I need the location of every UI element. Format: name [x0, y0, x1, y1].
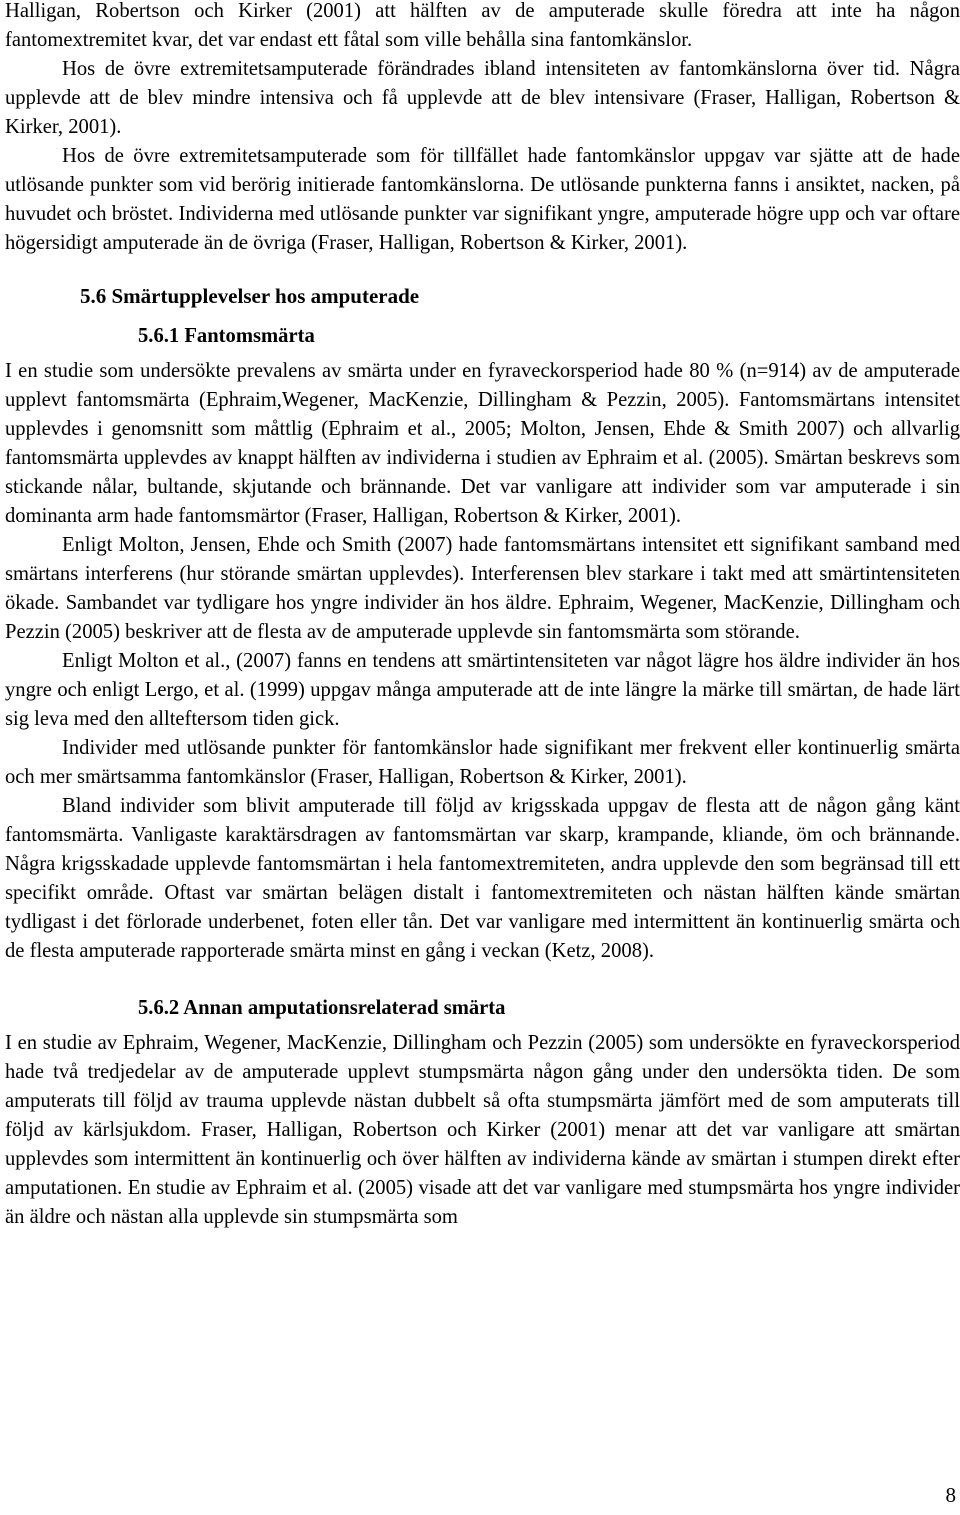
paragraph: Enligt Molton, Jensen, Ehde och Smith (2007) hade fantomsmärtans intensitet ett signifikant samband med smärtans interferens (hur störande smärtan upplevdes). Interferensen blev starkare i takt med att smärtintensiteten ökade. Sambandet var tydligare hos yngre individer än hos äldre. Ephraim, Wegener, MacKenzie, Dillingham och Pezzin (2005) beskriver att de flesta av de amputerade upplevde sin fantomsmärta som störande. [5, 534, 960, 643]
body-text [5, 0, 960, 1232]
paragraph: I en studie av Ephraim, Wegener, MacKenzie, Dillingham och Pezzin (2005) som undersökte en fyraveckorsperiod hade två tredjedelar av de amputerade upplevt stumpsmärta någon gång under den undersökta tiden. De som amputerats till följd av trauma upplevde nästan dubbelt så ofta stumpsmärta jämfört med de som amputerats till följd av kärlsjukdom. Fraser, Halligan, Robertson och Kirker (2001) menar att det var vanligare att smärtan upplevdes som intermittent än kontinuerlig och över hälften av individerna kände av smärtan i stumpen direkt efter amputationen. En studie av Ephraim et al. (2005) visade att det var vanligare med stumpsmärta hos yngre individer än äldre och nästan alla upplevde sin stumpsmärta som [5, 1032, 960, 1228]
paragraph: Halligan, Robertson och Kirker (2001) att hälften av de amputerade skulle föredra att inte ha någon fantomextremitet kvar, det var endast ett fåtal som ville behålla sina fantomkänslor. [5, 0, 960, 51]
subsection-heading: 5.6.1 Fantomsmärta [138, 325, 315, 347]
paragraph: Individer med utlösande punkter för fantomkänslor hade signifikant mer frekvent eller kontinuerlig smärta och mer smärtsamma fantomkänslor (Fraser, Halligan, Robertson & Kirker, 2001). [5, 737, 960, 788]
paragraph: I en studie som undersökte prevalens av smärta under en fyraveckorsperiod hade 80 % (n=914) av de amputerade upplevt fantomsmärta (Ephraim,Wegener, MacKenzie, Dillingham & Pezzin, 2005). Fantomsmärtans intensitet upplevdes i genomsnitt som måttlig (Ephraim et al., 2005; Molton, Jensen, Ehde & Smith 2007) och allvarlig fantomsmärta upplevdes av knappt hälften av individerna i studien av Ephraim et al. (2005). Smärtan beskrevs som stickande nålar, bultande, skjutande och brännande. Det var vanligare att individer som var amputerade i sin dominanta arm hade fantomsmärtor (Fraser, Halligan, Robertson & Kirker, 2001). [5, 360, 960, 527]
paragraph: Enligt Molton et al., (2007) fanns en tendens att smärtintensiteten var något lägre hos äldre individer än hos yngre och enligt Lergo, et al. (1999) uppgav många amputerade att de inte längre la märke till smärtan, de hade lärt sig leva med den allteftersom tiden gick. [5, 650, 960, 730]
paragraph: Bland individer som blivit amputerade till följd av krigsskada uppgav de flesta att de någon gång känt fantomsmärta. Vanligaste karaktärsdragen av fantomsmärtan var skarp, krampande, kliande, öm och brännande. Några krigsskadade upplevde fantomsmärtan i hela fantomextremiteten, andra upplevde den som begränsad till ett specifikt område. Oftast var smärtan belägen distalt i fantomextremiteten och nästan hälften kände smärtan tydligast i det förlorade underbenet, foten eller tån. Det var vanligare med intermittent än kontinuerlig smärta och de flesta amputerade rapporterade smärta minst en gång i veckan (Ketz, 2008). [5, 795, 960, 962]
paragraph: Hos de övre extremitetsamputerade som för tillfället hade fantomkänslor uppgav var sjätte att de hade utlösande punkter som vid berörig initierade fantomkänslorna. De utlösande punkterna fanns i ansiktet, nacken, på huvudet och bröstet. Individerna med utlösande punkter var signifikant yngre, amputerade högre upp och var oftare högersidigt amputerade än de övriga (Fraser, Halligan, Robertson & Kirker, 2001). [5, 145, 960, 254]
paragraph: Hos de övre extremitetsamputerade förändrades ibland intensiteten av fantomkänslorna över tid. Några upplevde att de blev mindre intensiva och få upplevde att de blev intensivare (Fraser, Halligan, Robertson & Kirker, 2001). [5, 58, 960, 138]
section-heading: 5.6 Smärtupplevelser hos amputerade [80, 284, 420, 308]
page-number: 8 [945, 1483, 956, 1507]
subsection-heading: 5.6.2 Annan amputationsrelaterad smärta [138, 997, 506, 1019]
